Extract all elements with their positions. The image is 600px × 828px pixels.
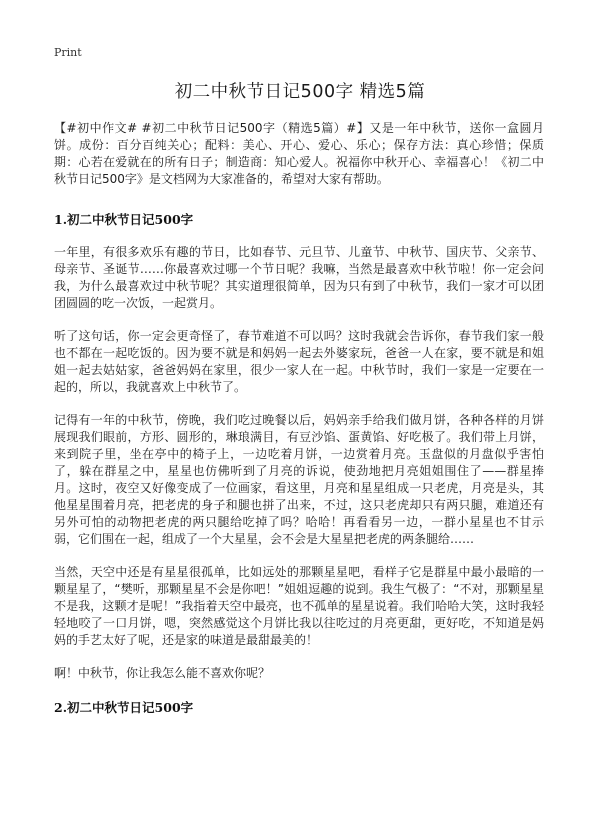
article-body (54, 120, 544, 732)
page-title: 初二中秋节日记500字 精选5篇 (174, 82, 426, 102)
section-heading-2: 2.初二中秋节日记500字 (54, 700, 194, 715)
print-link[interactable]: Print (54, 46, 82, 59)
section-1-paragraph-2: 听了这句话，你一定会更奇怪了，春节难道不可以吗？这时我就会告诉你，春节我们家一般也不都在一起吃饭的。因为要不就是和妈妈一起去外婆家玩，爸爸一人在家，要不就是和姐姐一起去姑姑家，爸爸妈妈在家里，很少一家人在一起。中秋节时，我们一家是一定要在一起的，所以，我就喜欢上中秋节了。 (54, 329, 544, 394)
section-heading-1: 1.初二中秋节日记500字 (54, 212, 194, 227)
section-1-paragraph-1: 一年里，有很多欢乐有趣的节日，比如春节、元旦节、儿童节、中秋节、国庆节、父亲节、母亲节、圣诞节……你最喜欢过哪一个节日呢？我嘛，当然是最喜欢中秋节啦！你一定会问我，为什么最喜欢过中秋节呢？其实道理很简单，因为只有到了中秋节，我们一家才可以团团圆圆的吃一次饭，一起赏月。 (54, 245, 544, 310)
section-1-paragraph-3: 记得有一年的中秋节，傍晚，我们吃过晚餐以后，妈妈亲手给我们做月饼，各种各样的月饼展现我们眼前，方形、圆形的，琳琅满目，有豆沙馅、蛋黄馅、好吃极了。我们带上月饼，来到院子里，坐在亭中的椅子上，一边吃着月饼，一边赏着月亮。玉盘似的月盘似乎害怕了，躲在群星之中，星星也仿佛听到了月亮的诉说，使劲地把月亮姐姐围住了——群星捧月。这时，夜空又好像变成了一位画家，看这里，月亮和星星组成一只老虎，月亮是头，其他星星围着月亮，把老虎的身子和腿也拼了出来，不过，这只老虎却只有两只腿，难道还有另外可怕的动物把老虎的两只腿给吃掉了吗？哈哈！再看看另一边，一群小星星也不甘示弱，它们围在一起，组成了一个大星星，会不会是大星星把老虎的两条腿给…… (54, 413, 544, 546)
section-1-paragraph-5: 啊！中秋节，你让我怎么能不喜欢你呢？ (54, 666, 271, 680)
intro-paragraph: 【#初中作文# #初二中秋节日记500字（精选5篇）#】又是一年中秋节，送你一盒圆月饼。成份：百分百纯关心；配料：美心、开心、爱心、乐心；保存方法：真心珍惜；保质期：心若在爱就在的所有日子；制造商：知心爱人。祝福你中秋开心、幸福喜心！《初二中秋节日记500字》是文档网为大家准备的，希望对大家有帮助。 (54, 121, 544, 186)
section-1-paragraph-4: 当然，天空中还是有星星很孤单，比如远处的那颗星星吧，看样子它是群星中最小最暗的一颗星星了，“樊听，那颗星星不会是你吧！”姐姐逗趣的说到。我生气极了：“不对，那颗星星不是我，这颗才是呢！”我指着天空中最亮，也不孤单的星星说着。我们哈哈大笑，这时我轻轻地咬了一口月饼，嗯，突然感觉这个月饼比我以往吃过的月亮更甜，更好吃，不知道是妈妈的手艺太好了呢，还是家的味道是最甜最美的！ (54, 565, 544, 647)
